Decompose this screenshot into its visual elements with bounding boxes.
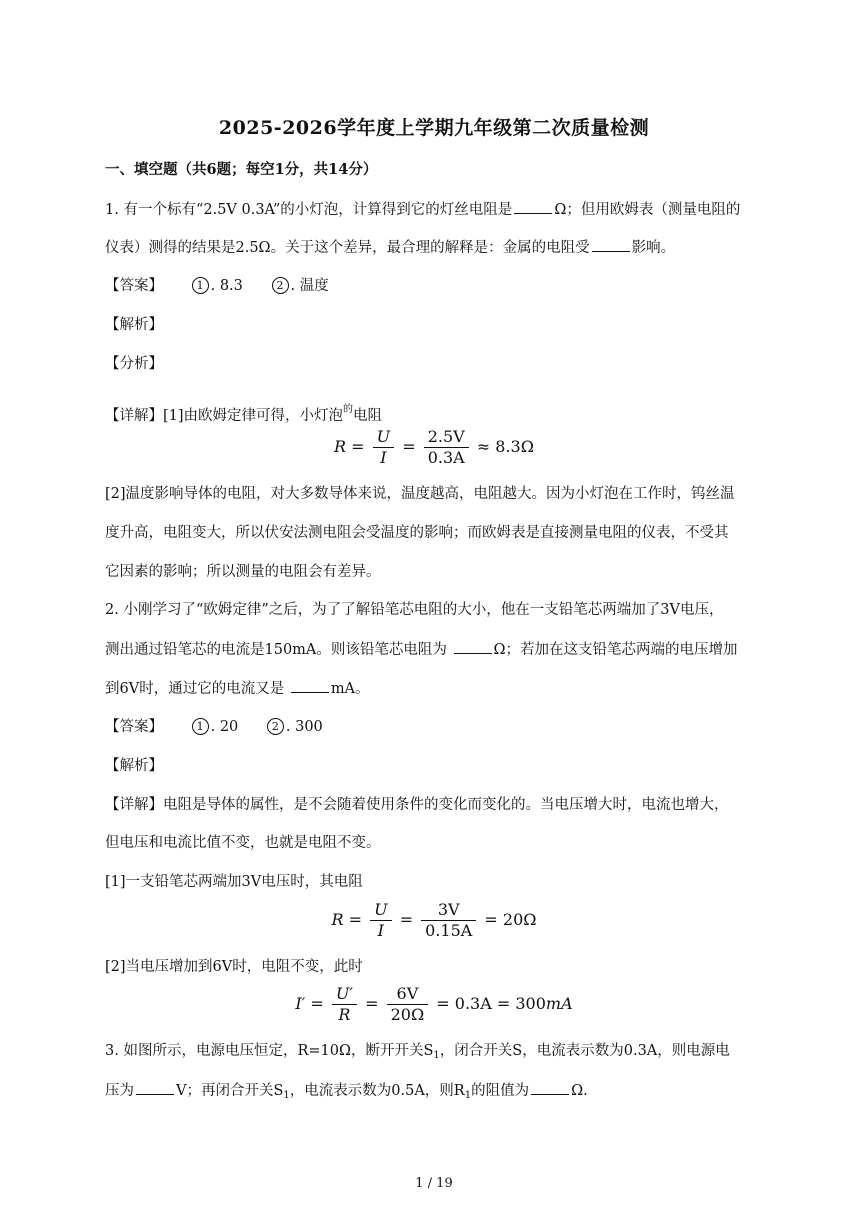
- answer-number-1: 1: [192, 277, 209, 294]
- answer-number-2: 2: [272, 277, 289, 294]
- q3-blank-1[interactable]: [136, 1080, 174, 1095]
- page-number: 1 / 19: [415, 1176, 453, 1191]
- q1-blank-2[interactable]: [592, 237, 630, 252]
- q2-analysis-label: 【解析】: [105, 758, 163, 774]
- q2-p1: [1]一支铅笔芯两端加3V电压时，其电阻: [105, 874, 363, 890]
- q1-formula: R = $\frac{U}{I}$ = $\frac{2.5V}{0.3A}$ ≈ 8.3Ω: [334, 427, 534, 467]
- q1-p2-line3: 它因素的影响；所以测量的电阻会有差异。: [105, 564, 381, 580]
- q1-blank-1[interactable]: [514, 199, 552, 214]
- q3-blank-2[interactable]: [531, 1080, 569, 1095]
- q2-p2: [2]当电压增加到6V时，电阻不变，此时: [105, 959, 363, 975]
- q1-line1: 1. 有一个标有“2.5V 0.3A”的小灯泡，计算得到它的灯丝电阻是 Ω；但用欧姆表（测量电阻的: [105, 199, 770, 220]
- answer-number-1: 1: [192, 718, 209, 735]
- q2-detail-line2: 但电压和电流比值不变，也就是电阻不变。: [105, 835, 381, 851]
- q1-fenxi-label: 【分析】: [105, 356, 163, 372]
- section-heading: 一、填空题（共6题；每空1分，共14分）: [105, 161, 378, 178]
- q2-line3: 到6V时，通过它的电流又是 mA。: [105, 678, 770, 699]
- q3-line2: 压为 V；再闭合开关$S_1$，电流表示数为0.5A，则$R_1$的阻值为 Ω.: [105, 1080, 770, 1106]
- q2-line1: 2. 小刚学习了“欧姆定律”之后，为了了解铅笔芯电阻的大小，他在一支铅笔芯两端加了3V电压，: [105, 602, 724, 618]
- q2-line2: 测出通过铅笔芯的电流是150mA。则该铅笔芯电阻为 Ω；若加在这支铅笔芯两端的电压增加: [105, 639, 770, 660]
- q1-detail: 【详解】[1]由欧姆定律可得，小灯泡$^的$电阻: [105, 404, 383, 424]
- q2-formula-1: R = $\frac{U}{I}$ = $\frac{3V}{0.15A}$ = 20Ω: [331, 900, 537, 940]
- q1-line2: 仪表）测得的结果是2.5Ω。关于这个差异，最合理的解释是：金属的电阻受 影响。: [105, 237, 770, 258]
- q2-formula-2: I′ = $\frac{U'}{R}$ = $\frac{6V}{20\Omega}$ = 0.3A = 300mA: [295, 984, 573, 1024]
- page-title: 2025-2026学年度上学期九年级第二次质量检测: [218, 117, 650, 139]
- q1-answer: 【答案】 1 . 8.3 2 . 温度: [105, 278, 329, 294]
- q1-p2-line1: [2]温度影响导体的电阻，对大多数导体来说，温度越高，电阻越大。因为小灯泡在工作时，钨丝温: [105, 486, 735, 502]
- q2-blank-2[interactable]: [291, 678, 329, 693]
- q2-answer: 【答案】 1 . 20 2 . 300: [105, 719, 323, 735]
- q3-line1: 3. 如图所示，电源电压恒定，R=10Ω，断开开关$S_1$，闭合开关S，电流表示数为0.3A，则电源电: [105, 1043, 730, 1061]
- q1-analysis-label: 【解析】: [105, 317, 163, 333]
- q1-p2-line2: 度升高，电阻变大，所以伏安法测电阻会受温度的影响；而欧姆表是直接测量电阻的仪表，不受其: [105, 525, 729, 541]
- answer-number-2: 2: [267, 718, 284, 735]
- q2-detail-line1: 【详解】电阻是导体的属性，是不会随着使用条件的变化而变化的。当电压增大时，电流也增大，: [105, 797, 729, 813]
- q2-blank-1[interactable]: [454, 639, 492, 654]
